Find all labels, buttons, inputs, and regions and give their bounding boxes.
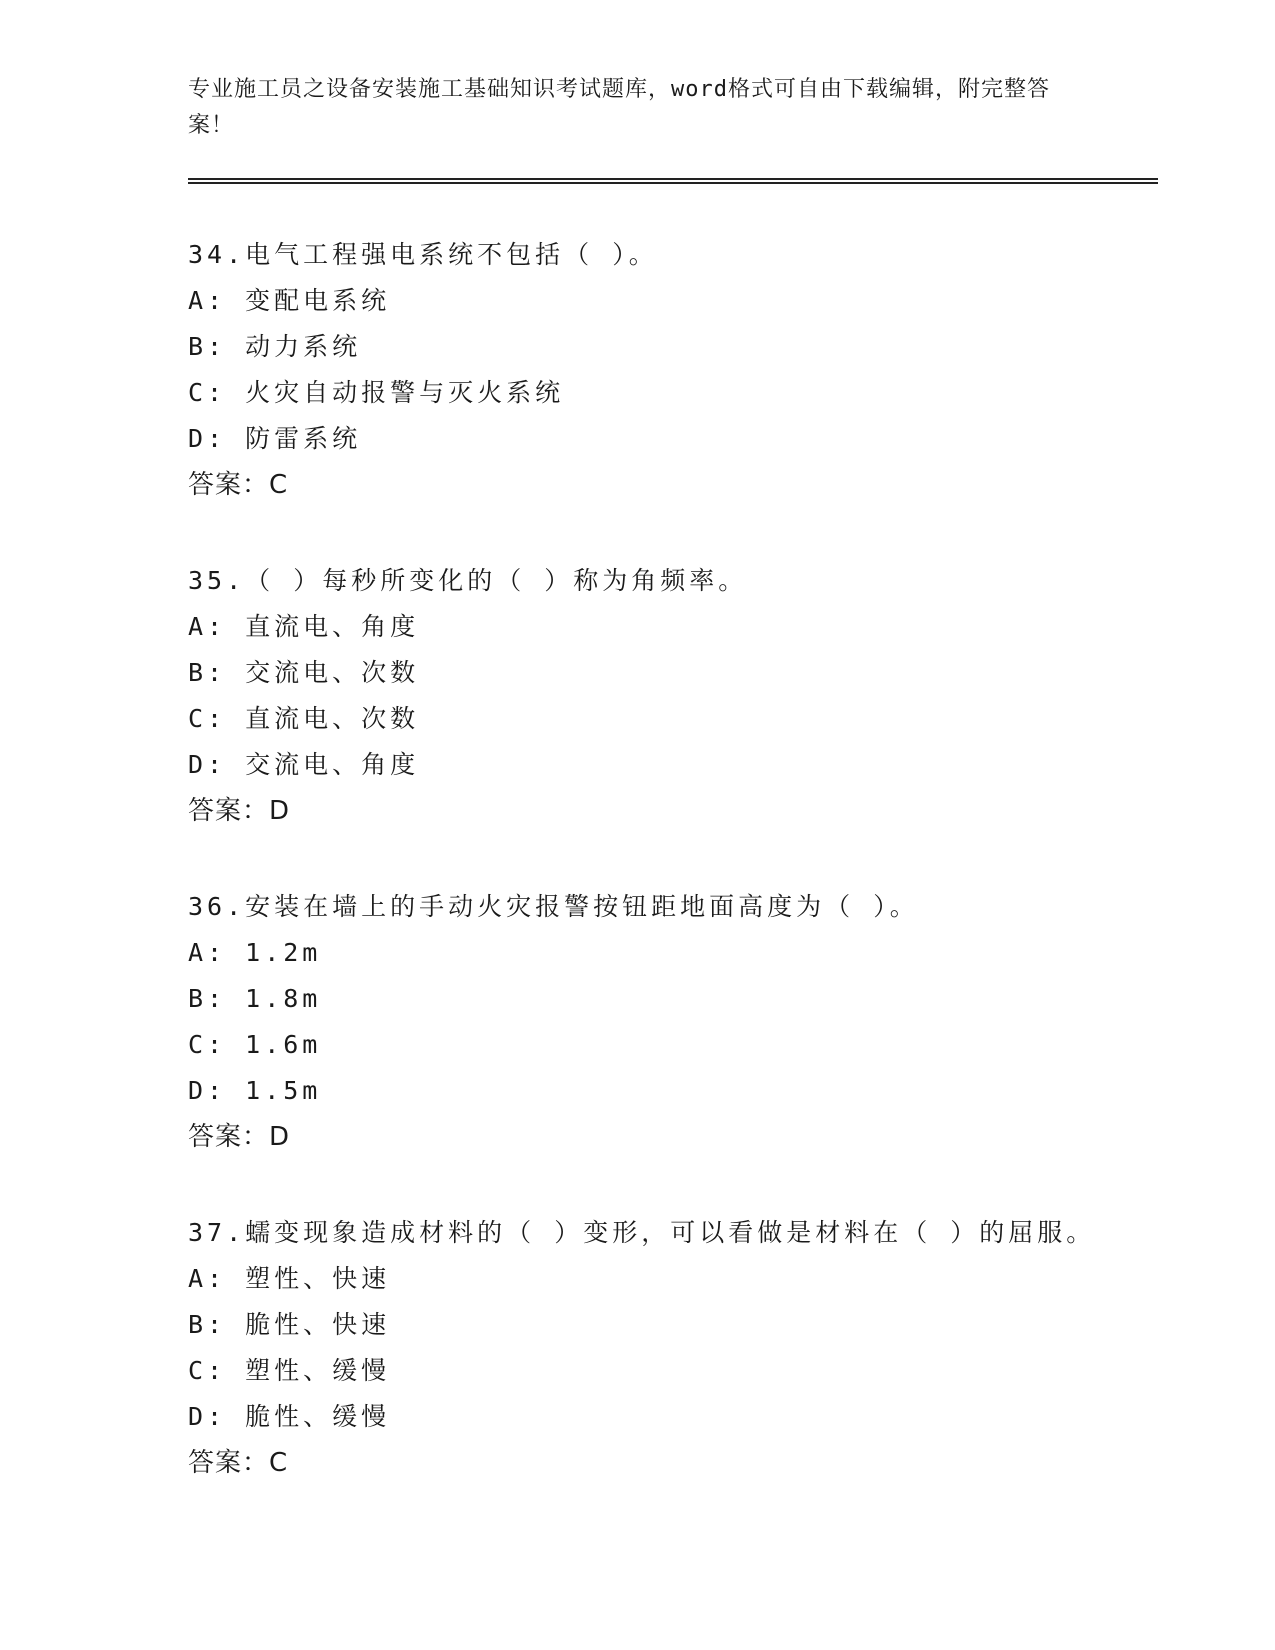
question-list (188, 232, 1188, 1536)
option-a: A: 塑性、快速 (188, 1264, 391, 1293)
option-b: B: 动力系统 (188, 332, 362, 361)
answer-line: 答案：C (188, 1448, 289, 1478)
option-d: D: 交流电、角度 (188, 750, 420, 779)
option-c: C: 火灾自动报警与灭火系统 (188, 378, 565, 407)
document-header-title: 专业施工员之设备安装施工基础知识考试题库，word格式可自由下载编辑，附完整答案！ (188, 77, 1050, 138)
option-a: A: 1.2m (188, 938, 322, 967)
option-b: B: 交流电、次数 (188, 658, 420, 687)
option-b: B: 脆性、快速 (188, 1310, 391, 1339)
option-d: D: 脆性、缓慢 (188, 1402, 391, 1431)
option-b: B: 1.8m (188, 984, 322, 1013)
question-stem: 34.电气工程强电系统不包括（ ）。 (188, 240, 658, 269)
question-34 (188, 232, 1188, 508)
answer-line: 答案：D (188, 1122, 291, 1152)
option-c: C: 直流电、次数 (188, 704, 420, 733)
question-stem: 35.（ ）每秒所变化的（ ）称为角频率。 (188, 566, 748, 595)
option-a: A: 变配电系统 (188, 286, 391, 315)
question-stem: 37.蠕变现象造成材料的（ ）变形，可以看做是材料在（ ）的屈服。 (188, 1218, 1096, 1247)
answer-line: 答案：D (188, 796, 291, 826)
question-35 (188, 558, 1188, 834)
option-d: D: 防雷系统 (188, 424, 362, 453)
answer-line: 答案：C (188, 470, 289, 500)
option-d: D: 1.5m (188, 1076, 322, 1105)
question-36 (188, 884, 1188, 1160)
option-c: C: 1.6m (188, 1030, 322, 1059)
header-double-rule (188, 178, 1158, 184)
option-a: A: 直流电、角度 (188, 612, 420, 641)
option-c: C: 塑性、缓慢 (188, 1356, 391, 1385)
question-37 (188, 1210, 1188, 1486)
question-stem: 36.安装在墙上的手动火灾报警按钮距地面高度为（ ）。 (188, 892, 919, 921)
